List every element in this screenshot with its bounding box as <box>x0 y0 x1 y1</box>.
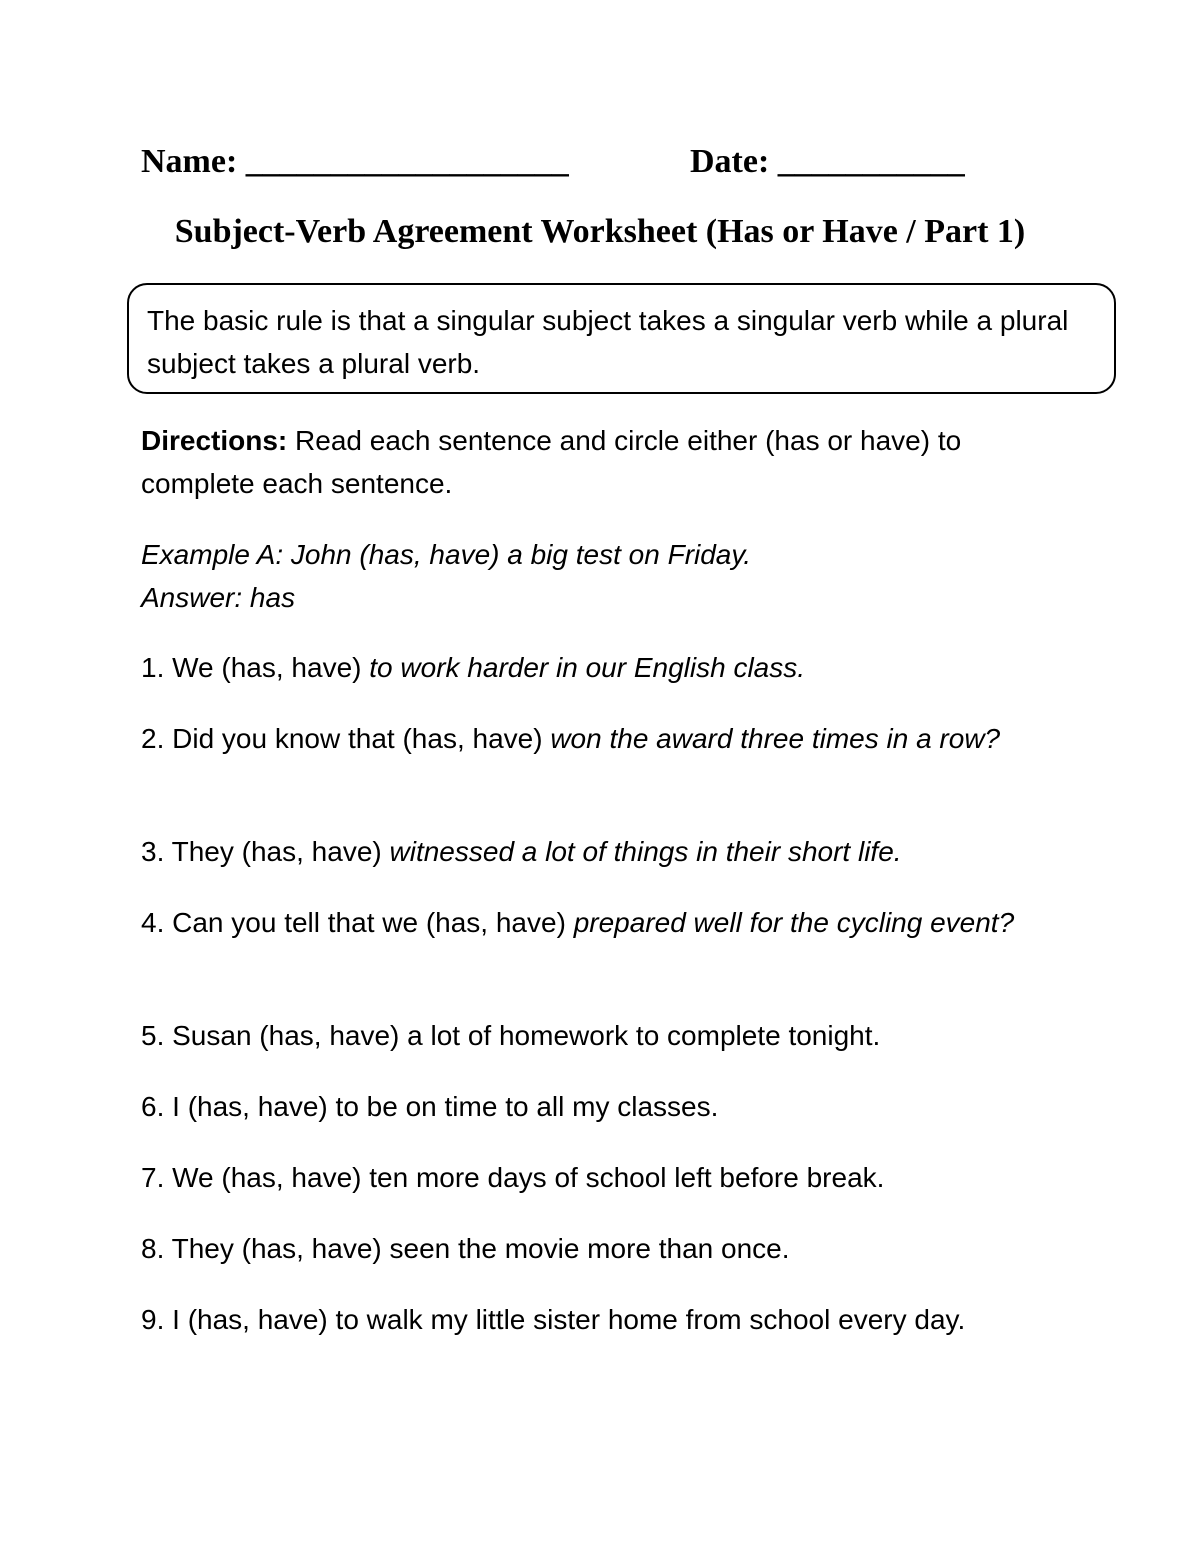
question-8-text: 8. They (has, have) seen the movie more than once. <box>141 1233 790 1264</box>
question-4-italic: prepared well for the cycling event? <box>573 907 1015 938</box>
directions-label: Directions: <box>141 425 288 456</box>
example-sentence: Example A: John (has, have) a big test on Friday. <box>141 539 752 570</box>
date-field <box>690 140 965 184</box>
name-label: Name: <box>141 143 238 180</box>
directions-text: Read each sentence and circle either (has or have) to complete each sentence. <box>141 425 962 499</box>
example-block <box>141 533 1061 619</box>
header-line <box>141 140 1041 184</box>
question-4 <box>141 901 1061 944</box>
question-2 <box>141 717 1061 760</box>
example-answer: Answer: has <box>141 582 296 613</box>
question-2-italic: won the award three times in a row? <box>550 723 1001 754</box>
question-9-text: 9. I (has, have) to walk my little sister home from school every day. <box>141 1304 966 1335</box>
question-9 <box>141 1298 1061 1341</box>
rule-box <box>127 283 1116 394</box>
question-4-text: 4. Can you tell that we (has, have) <box>141 907 574 938</box>
question-6-text: 6. I (has, have) to be on time to all my classes. <box>141 1091 719 1122</box>
question-2-text: 2. Did you know that (has, have) <box>141 723 551 754</box>
question-3-text: 3. They (has, have) <box>141 836 390 867</box>
date-label: Date: <box>690 143 770 180</box>
rule-text: The basic rule is that a singular subject takes a singular verb while a plural subject takes a plural verb. <box>147 305 1069 379</box>
question-3 <box>141 830 1061 873</box>
question-7-text: 7. We (has, have) ten more days of school left before break. <box>141 1162 885 1193</box>
date-blank: ___________ <box>777 143 965 180</box>
question-3-italic: witnessed a lot of things in their short life. <box>389 836 902 867</box>
directions <box>141 419 1061 505</box>
question-8 <box>141 1227 1061 1270</box>
name-blank: ___________________ <box>245 143 569 180</box>
question-6 <box>141 1085 1061 1128</box>
question-1-text: 1. We (has, have) <box>141 652 370 683</box>
question-1-italic: to work harder in our English class. <box>369 652 806 683</box>
question-7 <box>141 1156 1061 1199</box>
worksheet-title: Subject-Verb Agreement Worksheet (Has or Have / Part 1) <box>174 213 1026 250</box>
question-1 <box>141 646 1061 689</box>
question-5-text: 5. Susan (has, have) a lot of homework to complete tonight. <box>141 1020 881 1051</box>
question-5 <box>141 1014 1061 1057</box>
